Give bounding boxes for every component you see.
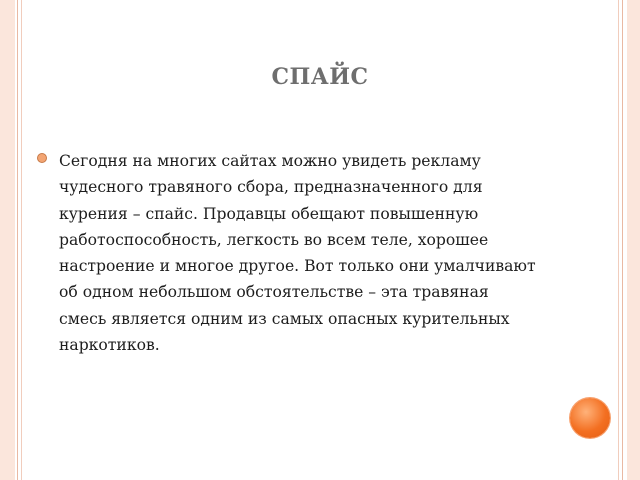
slide-title: СПАЙС xyxy=(271,64,369,90)
bullet-list xyxy=(37,148,537,358)
orange-circle-icon xyxy=(570,398,610,438)
bullet-text: Сегодня на многих сайтах можно увидеть рекламу чудесного травяного сбора, предназначенного для курения – спайс. Продавцы обещают повышенную работоспособность, легкость во всем теле, хорошее настроение и многое другое. Вот только они умалчивают об одном небольшом обстоятельстве – эта травяная смесь является одним из самых опасных курительных наркотиков. xyxy=(59,152,536,355)
bullet-circle-icon xyxy=(37,153,47,163)
